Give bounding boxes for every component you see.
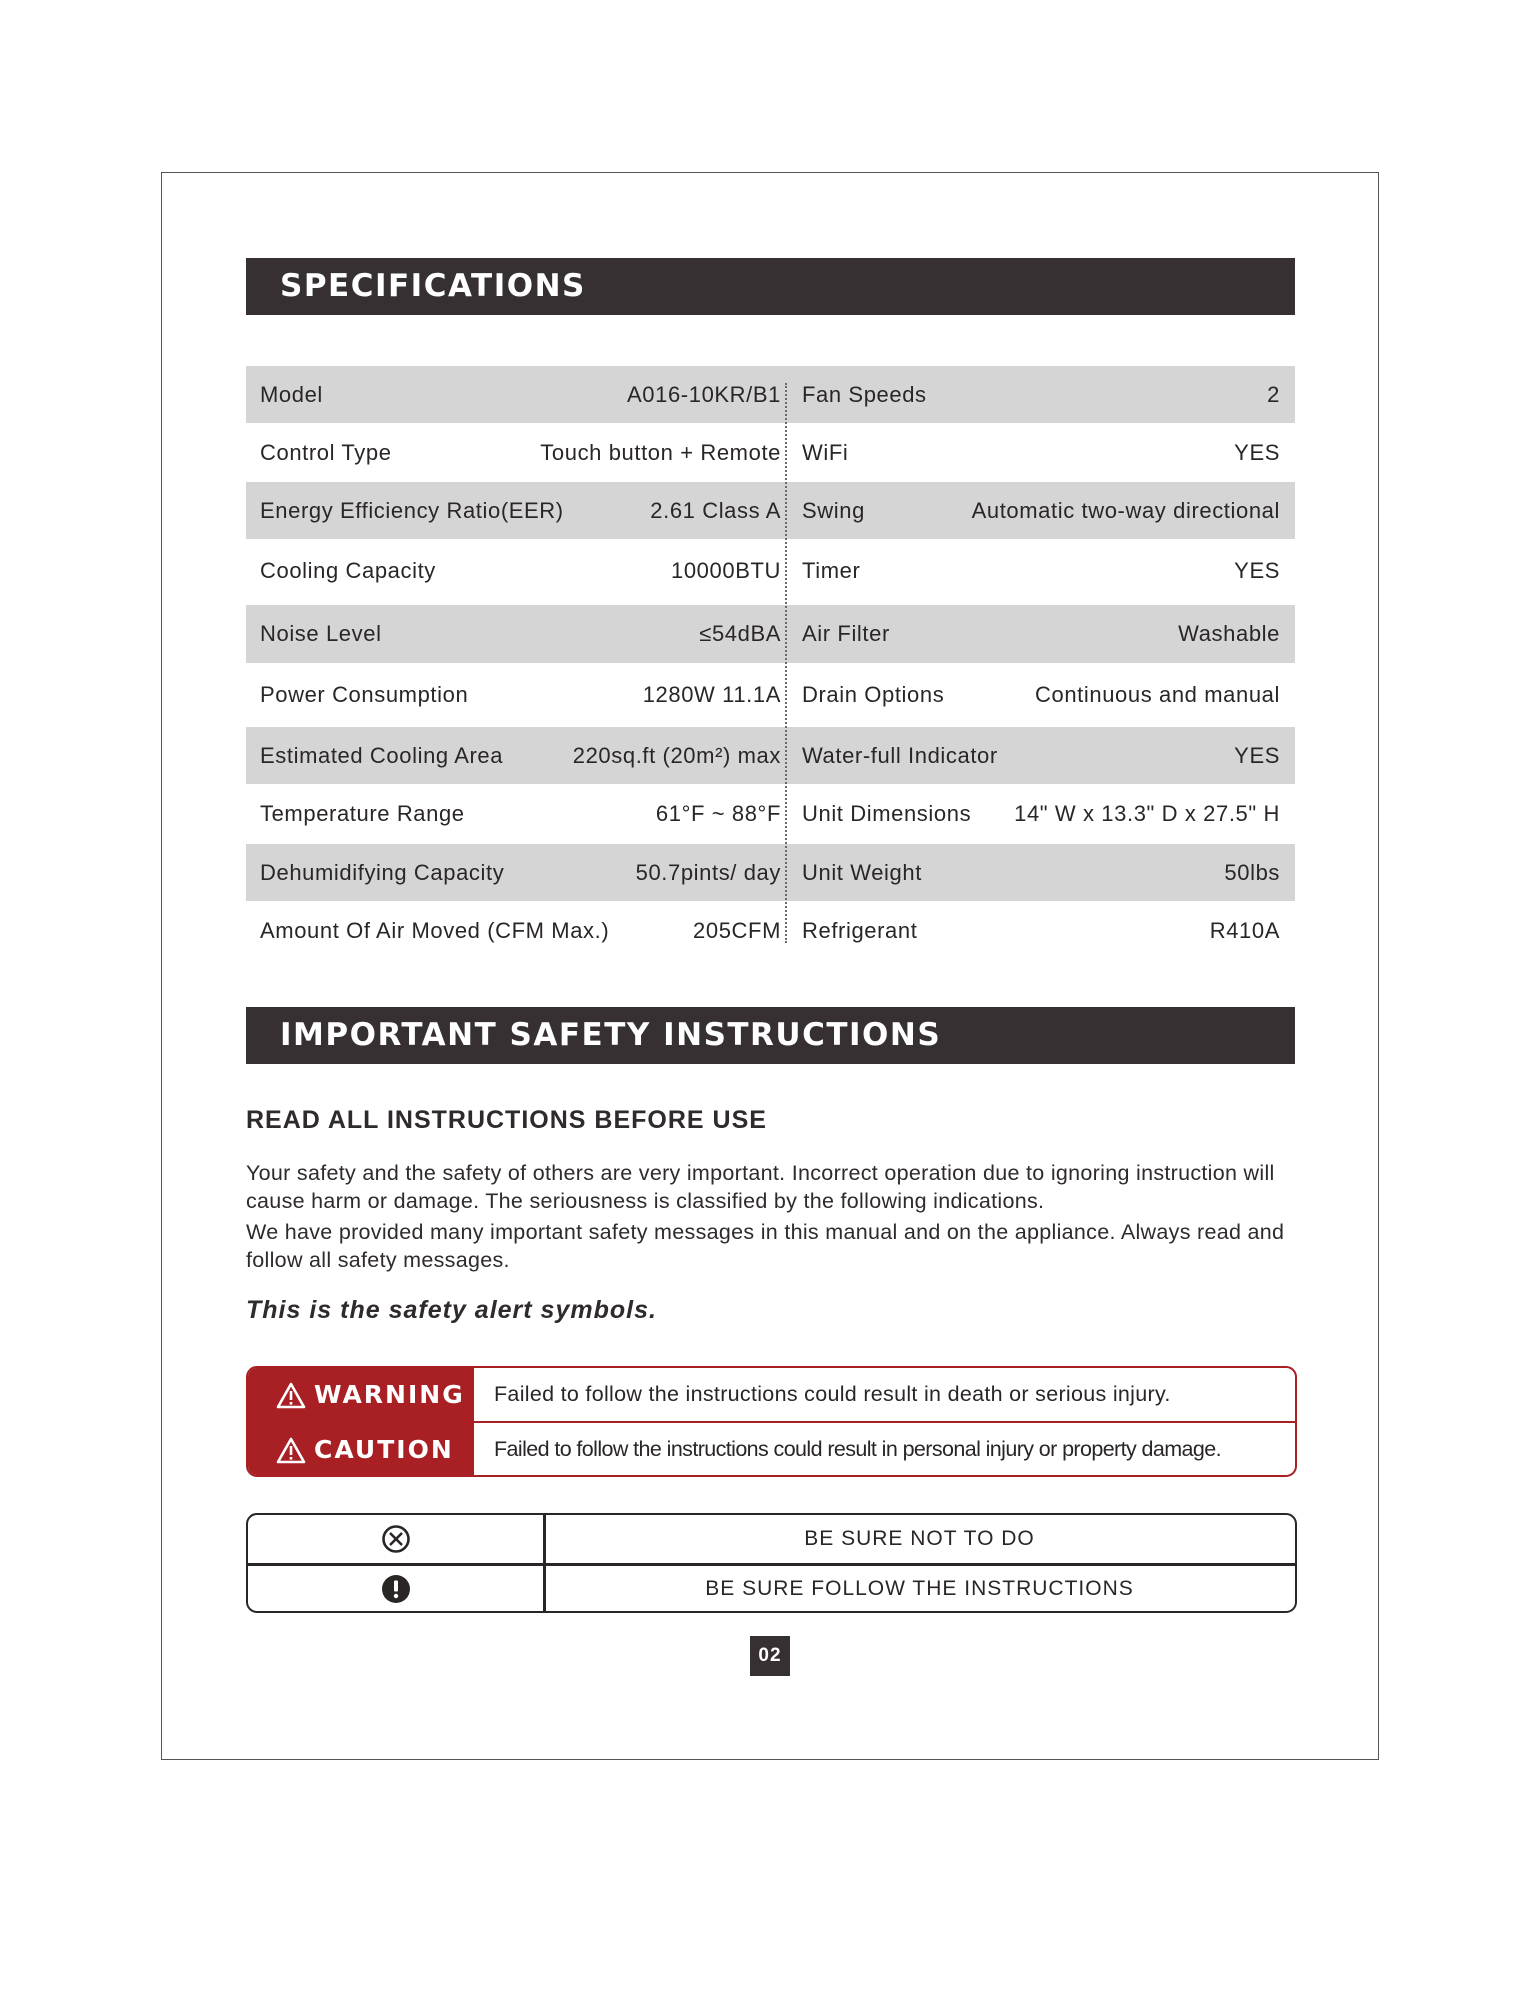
spec-value: YES bbox=[1234, 558, 1280, 583]
spec-value: YES bbox=[1234, 742, 1280, 768]
spec-row bbox=[246, 539, 1295, 605]
alert-symbols-table bbox=[246, 1366, 1297, 1477]
spec-row bbox=[246, 784, 1295, 844]
spec-label: Noise Level bbox=[260, 621, 382, 646]
spec-row bbox=[246, 844, 1295, 901]
spec-row bbox=[246, 366, 1295, 423]
spec-value: YES bbox=[1234, 439, 1280, 465]
spec-label: Cooling Capacity bbox=[260, 558, 436, 583]
spec-label: Swing bbox=[802, 497, 865, 523]
spec-value: A016-10KR/B1 bbox=[627, 381, 781, 407]
spec-label: Dehumidifying Capacity bbox=[260, 859, 505, 885]
spec-label: Unit Weight bbox=[802, 859, 922, 885]
caution-row bbox=[248, 1423, 1295, 1476]
safety-paragraph-2: We have provided many important safety messages in this manual and on the appliance. Always read and follow all safety messages. bbox=[246, 1220, 1285, 1272]
spec-label: Unit Dimensions bbox=[802, 801, 972, 826]
warning-row bbox=[248, 1368, 1295, 1421]
mandatory-exclamation-icon bbox=[381, 1574, 411, 1604]
spec-label: Air Filter bbox=[802, 621, 890, 646]
spec-label: Timer bbox=[802, 558, 861, 583]
specifications-heading: SPECIFICATIONS bbox=[246, 258, 1295, 315]
spec-value: Automatic two-way directional bbox=[971, 497, 1280, 523]
spec-label: Model bbox=[260, 381, 323, 407]
spec-label: Estimated Cooling Area bbox=[260, 742, 504, 768]
spec-label: Amount Of Air Moved (CFM Max.) bbox=[260, 918, 610, 943]
spec-value: 2 bbox=[1267, 381, 1280, 407]
spec-column-divider bbox=[785, 383, 787, 943]
warning-text: Failed to follow the instructions could result in death or serious injury. bbox=[494, 1382, 1171, 1406]
spec-label: Refrigerant bbox=[802, 918, 918, 943]
spec-value: 50lbs bbox=[1224, 859, 1280, 885]
spec-label: Energy Efficiency Ratio(EER) bbox=[260, 497, 564, 523]
spec-value: 1280W 11.1A bbox=[642, 682, 781, 707]
spec-row bbox=[246, 482, 1295, 539]
caution-label: CAUTION bbox=[314, 1435, 454, 1464]
not-to-do-row bbox=[248, 1515, 1295, 1563]
spec-value: 61°F ~ 88°F bbox=[655, 801, 781, 826]
spec-label: WiFi bbox=[802, 439, 849, 465]
spec-row bbox=[246, 727, 1295, 784]
spec-row bbox=[246, 663, 1295, 727]
spec-row bbox=[246, 901, 1295, 961]
spec-label: Fan Speeds bbox=[802, 381, 927, 407]
spec-value: 50.7pints/ day bbox=[635, 859, 781, 885]
symbols-column-divider bbox=[543, 1515, 546, 1611]
spec-row bbox=[246, 605, 1295, 663]
safety-heading: IMPORTANT SAFETY INSTRUCTIONS bbox=[246, 1007, 1295, 1064]
page-number: 02 bbox=[750, 1636, 790, 1676]
spec-value: R410A bbox=[1209, 918, 1280, 943]
spec-value: Touch button + Remote bbox=[540, 439, 781, 465]
spec-value: Washable bbox=[1178, 621, 1280, 646]
follow-text: BE SURE FOLLOW THE INSTRUCTIONS bbox=[705, 1577, 1134, 1600]
symbols-table bbox=[246, 1513, 1297, 1613]
spec-value: 10000BTU bbox=[671, 558, 781, 583]
safety-paragraph-1: Your safety and the safety of others are very important. Incorrect operation due to ignoring instruction will cause harm or damage. The seriousness is classified by the following indications. bbox=[246, 1161, 1275, 1213]
spec-label: Drain Options bbox=[802, 682, 945, 707]
read-instructions-subheading: READ ALL INSTRUCTIONS BEFORE USE bbox=[246, 1106, 767, 1134]
spec-value: ≤54dBA bbox=[699, 621, 781, 646]
caution-triangle-icon bbox=[276, 1436, 306, 1464]
spec-value: Continuous and manual bbox=[1035, 682, 1280, 707]
spec-label: Power Consumption bbox=[260, 682, 469, 707]
spec-label: Water-full Indicator bbox=[802, 742, 998, 768]
spec-value: 205CFM bbox=[693, 918, 781, 943]
spec-value: 220sq.ft (20m²) max bbox=[572, 742, 781, 768]
spec-label: Control Type bbox=[260, 439, 392, 465]
spec-label: Temperature Range bbox=[260, 801, 465, 826]
follow-row bbox=[248, 1565, 1295, 1613]
prohibition-icon bbox=[381, 1524, 411, 1554]
warning-triangle-icon bbox=[276, 1381, 306, 1409]
caution-text: Failed to follow the instructions could result in personal injury or property damage. bbox=[494, 1437, 1221, 1461]
spec-row bbox=[246, 423, 1295, 482]
warning-label: WARNING bbox=[314, 1380, 465, 1409]
specifications-table bbox=[246, 366, 1295, 961]
alert-symbols-title: This is the safety alert symbols. bbox=[246, 1296, 657, 1324]
not-to-do-text: BE SURE NOT TO DO bbox=[804, 1527, 1035, 1550]
spec-value: 14" W x 13.3" D x 27.5" H bbox=[1014, 801, 1280, 826]
spec-value: 2.61 Class A bbox=[650, 497, 781, 523]
